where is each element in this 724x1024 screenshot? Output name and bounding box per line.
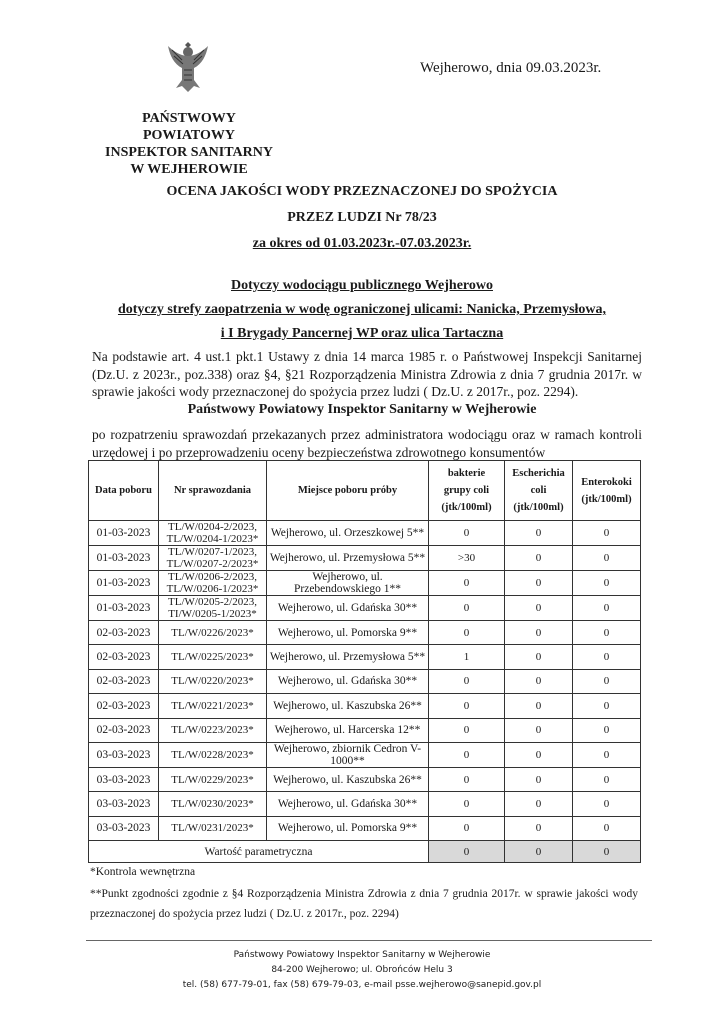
subject-line: i I Brygady Pancernej WP oraz ulica Tartaczna: [220, 326, 504, 341]
coliform-cell: 0: [429, 694, 505, 718]
coliform-cell: >30: [429, 546, 505, 571]
document-period: za okres od 01.03.2023r.-07.03.2023r.: [252, 236, 472, 251]
enterococci-cell: 0: [573, 816, 641, 840]
report-cell: TL/W/0226/2023*: [159, 621, 267, 645]
coliform-cell: 0: [429, 718, 505, 742]
authority-line: PAŃSTWOWY POWIATOWY: [142, 111, 236, 143]
subject-line: dotyczy strefy zaopatrzenia w wodę ograniczonej ulicami: Nanicka, Przemysłowa,: [117, 302, 607, 317]
ecoli-cell: 0: [505, 596, 573, 621]
footer-address: 84-200 Wejherowo; ul. Obrońców Helu 3: [271, 965, 453, 975]
column-header-place: Miejsce poboru próby: [267, 461, 429, 521]
report-number: TL/W/0206-1/2023*: [166, 583, 259, 595]
ecoli-cell: 0: [505, 621, 573, 645]
coliform-cell: 0: [429, 621, 505, 645]
authority-line: INSPEKTOR SANITARNY: [105, 145, 273, 160]
report-cell: [159, 546, 267, 571]
table-row: [89, 571, 641, 596]
place-cell: Wejherowo, ul. Kaszubska 26**: [267, 694, 429, 718]
date-cell: 02-03-2023: [89, 621, 159, 645]
header-line: (jtk/100ml): [513, 502, 564, 513]
report-cell: TL/W/0221/2023*: [159, 694, 267, 718]
enterococci-cell: 0: [573, 669, 641, 693]
date-cell: 03-03-2023: [89, 816, 159, 840]
enterococci-cell: 0: [573, 718, 641, 742]
place-cell: Wejherowo, ul. Gdańska 30**: [267, 596, 429, 621]
enterococci-cell: 0: [573, 645, 641, 669]
place-cell: Wejherowo, ul. Harcerska 12**: [267, 718, 429, 742]
report-cell: [159, 571, 267, 596]
date-cell: 01-03-2023: [89, 546, 159, 571]
coliform-cell: 0: [429, 767, 505, 791]
authority-line: W WEJHEROWIE: [130, 162, 248, 177]
footnote-compliance-point: **Punkt zgodności zgodnie z §4 Rozporządzenia Ministra Zdrowia z dnia 7 grudnia 2017r. w sprawie jakości wody przeznaczonej do spożycia przez ludzi ( Dz.U. z 2017r., poz. 2294): [90, 888, 638, 920]
header-line: Enterokoki: [581, 476, 632, 488]
table-row: [89, 816, 641, 840]
place-cell: Wejherowo, ul. Pomorska 9**: [267, 816, 429, 840]
table-row: [89, 669, 641, 693]
report-cell: TL/W/0223/2023*: [159, 718, 267, 742]
place-cell: Wejherowo, zbiornik Cedron V-1000**: [267, 742, 429, 767]
ecoli-cell: 0: [505, 742, 573, 767]
place-cell: Wejherowo, ul. Przebendowskiego 1**: [267, 571, 429, 596]
report-number: TL/W/0206-2/2023,: [168, 571, 257, 583]
results-table: [88, 460, 641, 863]
date-cell: 02-03-2023: [89, 694, 159, 718]
column-header-ecoli: [505, 461, 573, 521]
coliform-cell: 0: [429, 596, 505, 621]
report-cell: [159, 596, 267, 621]
report-number: TL/W/0207-2/2023*: [166, 558, 259, 570]
enterococci-cell: 0: [573, 694, 641, 718]
ecoli-cell: 0: [505, 669, 573, 693]
footer-authority: Państwowy Powiatowy Inspektor Sanitarny w Wejherowie: [233, 950, 491, 960]
report-cell: TL/W/0225/2023*: [159, 645, 267, 669]
date-cell: 02-03-2023: [89, 645, 159, 669]
table-row: [89, 596, 641, 621]
coliform-cell: 1: [429, 645, 505, 669]
issuing-authority: [100, 110, 278, 178]
table-row: [89, 521, 641, 546]
parametric-value-label: Wartość parametryczna: [89, 841, 429, 863]
enterococci-cell: 0: [573, 546, 641, 571]
report-cell: TL/W/0228/2023*: [159, 742, 267, 767]
table-row: [89, 742, 641, 767]
date-cell: 02-03-2023: [89, 718, 159, 742]
place-cell: Wejherowo, ul. Pomorska 9**: [267, 621, 429, 645]
enterococci-cell: 0: [573, 596, 641, 621]
header-line: Escherichia: [512, 468, 565, 479]
place-cell: Wejherowo, ul. Przemysłowa 5**: [267, 546, 429, 571]
header-line: bakterie: [447, 468, 486, 479]
enterococci-cell: 0: [573, 621, 641, 645]
place-cell: Wejherowo, ul. Przemysłowa 5**: [267, 645, 429, 669]
coliform-cell: 0: [429, 742, 505, 767]
parametric-ecoli-cell: 0: [505, 841, 573, 863]
enterococci-cell: 0: [573, 521, 641, 546]
report-cell: [159, 521, 267, 546]
footer-contact: tel. (58) 677-79-01, fax (58) 679-79-03, e-mail psse.wejherowo@sanepid.gov.pl: [182, 980, 542, 990]
date-cell: 01-03-2023: [89, 571, 159, 596]
date-cell: 01-03-2023: [89, 596, 159, 621]
table-row: [89, 694, 641, 718]
ecoli-cell: 0: [505, 767, 573, 791]
date-cell: 03-03-2023: [89, 792, 159, 816]
column-header-report: Nr sprawozdania: [159, 461, 267, 521]
header-line: grupy coli: [443, 485, 490, 496]
date-cell: 03-03-2023: [89, 767, 159, 791]
ecoli-cell: 0: [505, 546, 573, 571]
document-title: OCENA JAKOŚCI WODY PRZEZNACZONEJ DO SPOŻYCIA: [166, 184, 558, 199]
place-cell: Wejherowo, ul. Gdańska 30**: [267, 792, 429, 816]
header-line: coli: [530, 485, 547, 496]
table-row: [89, 718, 641, 742]
column-header-coliform: [429, 461, 505, 521]
coliform-cell: 0: [429, 669, 505, 693]
date-cell: 01-03-2023: [89, 521, 159, 546]
footnote-internal-control: *Kontrola wewnętrzna: [90, 866, 196, 878]
footer-divider: [86, 940, 652, 941]
date-cell: 02-03-2023: [89, 669, 159, 693]
legal-basis-paragraph: Na podstawie art. 4 ust.1 pkt.1 Ustawy z dnia 14 marca 1985 r. o Państwowej Inspekcji Sanitarnej (Dz.U. z 2023r., poz.338) oraz §4, §21 Rozporządzenia Ministra Zdrowia z dnia 7 grudnia 2017r. w sprawie jakości wody przeznaczonej do spożycia przez ludzi ( Dz.U. z 2017r., poz. 2294).: [92, 349, 642, 399]
ecoli-cell: 0: [505, 792, 573, 816]
report-cell: TL/W/0230/2023*: [159, 792, 267, 816]
report-number: TL/W/0207-1/2023,: [168, 546, 257, 558]
report-cell: TL/W/0231/2023*: [159, 816, 267, 840]
table-row: [89, 767, 641, 791]
header-line: (jtk/100ml): [581, 493, 632, 505]
parametric-enterococci-cell: 0: [573, 841, 641, 863]
table-row: [89, 792, 641, 816]
column-header-enterococci: [573, 461, 641, 521]
enterococci-cell: 0: [573, 767, 641, 791]
table-row: [89, 645, 641, 669]
polish-eagle-icon: [166, 38, 210, 94]
coliform-cell: 0: [429, 816, 505, 840]
report-cell: TL/W/0220/2023*: [159, 669, 267, 693]
parametric-value-row: [89, 841, 641, 863]
coliform-cell: 0: [429, 792, 505, 816]
ecoli-cell: 0: [505, 521, 573, 546]
coliform-cell: 0: [429, 521, 505, 546]
place-cell: Wejherowo, ul. Kaszubska 26**: [267, 767, 429, 791]
coliform-cell: 0: [429, 571, 505, 596]
date-cell: 03-03-2023: [89, 742, 159, 767]
table-row: [89, 546, 641, 571]
ecoli-cell: 0: [505, 694, 573, 718]
subject-line: Dotyczy wodociągu publicznego Wejherowo: [231, 278, 493, 293]
place-cell: Wejherowo, ul. Gdańska 30**: [267, 669, 429, 693]
report-number: TL/W/0204-2/2023,: [168, 521, 257, 533]
intro-paragraph: po rozpatrzeniu sprawozdań przekazanych przez administratora wodociągu oraz w ramach kontroli urzędowej i po przeprowadzeniu oceny bezpieczeństwa zdrowotnego konsumentów: [92, 427, 642, 460]
place-and-date: Wejherowo, dnia 09.03.2023r.: [420, 60, 602, 76]
enterococci-cell: 0: [573, 742, 641, 767]
ecoli-cell: 0: [505, 645, 573, 669]
enterococci-cell: 0: [573, 792, 641, 816]
document-number: PRZEZ LUDZI Nr 78/23: [287, 210, 437, 225]
report-number: TI/W/0205-1/2023*: [168, 608, 257, 620]
enterococci-cell: 0: [573, 571, 641, 596]
parametric-coliform-cell: 0: [429, 841, 505, 863]
table-row: [89, 621, 641, 645]
place-cell: Wejherowo, ul. Orzeszkowej 5**: [267, 521, 429, 546]
header-line: (jtk/100ml): [441, 502, 492, 513]
report-number: TL/W/0205-2/2023,: [168, 596, 257, 608]
inspector-heading: Państwowy Powiatowy Inspektor Sanitarny w Wejherowie: [187, 402, 537, 417]
report-number: TL/W/0204-1/2023*: [166, 533, 259, 545]
ecoli-cell: 0: [505, 816, 573, 840]
ecoli-cell: 0: [505, 718, 573, 742]
ecoli-cell: 0: [505, 571, 573, 596]
column-header-date: Data poboru: [89, 461, 159, 521]
report-cell: TL/W/0229/2023*: [159, 767, 267, 791]
